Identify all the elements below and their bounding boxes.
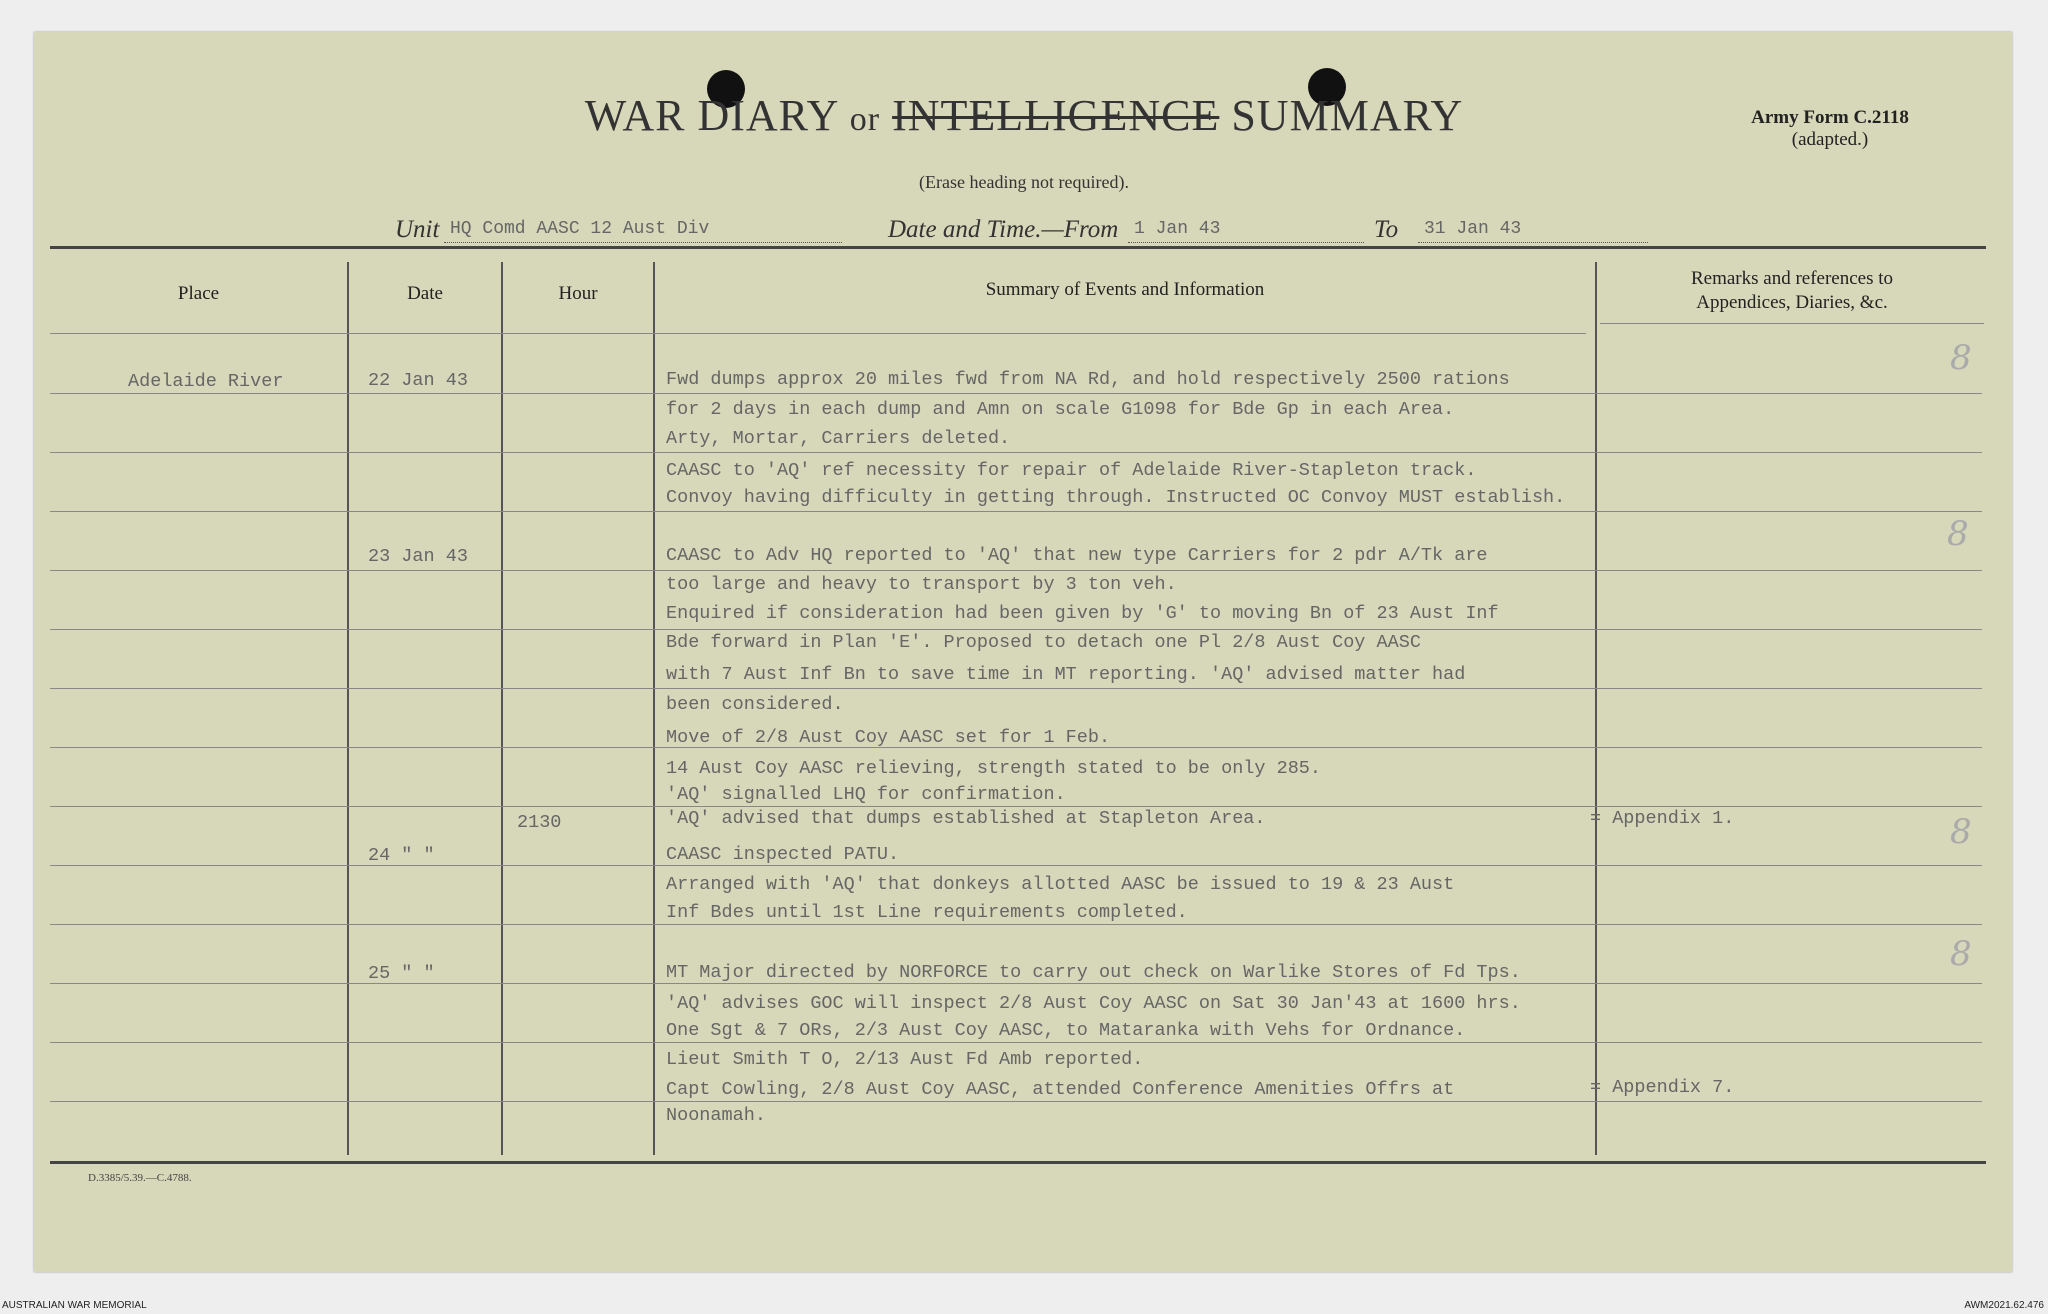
form-print-code: D.3385/5.39.—C.4788. — [88, 1172, 192, 1184]
divider-hour-summary — [653, 262, 655, 1155]
hour-entry: 2130 — [517, 812, 562, 833]
summary-line: CAASC inspected PATU. — [666, 844, 900, 865]
date-entry: 24 " " — [368, 845, 435, 866]
archive-caption-right: AWM2021.62.476 — [1964, 1300, 2044, 1311]
summary-line: Capt Cowling, 2/8 Aust Coy AASC, attended Conference Amenities Offrs at — [666, 1079, 1455, 1100]
table-top-rule — [50, 246, 1986, 249]
row-line — [50, 924, 1982, 925]
table-bottom-rule — [50, 1161, 1986, 1164]
summary-line: Lieut Smith T O, 2/13 Aust Fd Amb reported. — [666, 1049, 1144, 1070]
date-from-value: 1 Jan 43 — [1128, 216, 1364, 243]
remarks-header-line-2: Appendices, Diaries, &c. — [1696, 292, 1888, 313]
summary-line: Arty, Mortar, Carriers deleted. — [666, 428, 1011, 449]
summary-line: 'AQ' signalled LHQ for confirmation. — [666, 784, 1066, 805]
title-or: or — [849, 101, 881, 138]
summary-line: Bde forward in Plan 'E'. Proposed to detach one Pl 2/8 Aust Coy AASC — [666, 632, 1421, 653]
remarks-header-line-1: Remarks and references to — [1690, 268, 1894, 289]
date-entry: 22 Jan 43 — [368, 370, 468, 391]
summary-line: One Sgt & 7 ORs, 2/3 Aust Coy AASC, to Mataranka with Vehs for Ordnance. — [666, 1020, 1466, 1041]
margin-check-mark: 8 — [1950, 812, 1972, 852]
row-line — [50, 1101, 1982, 1102]
date-to-value: 31 Jan 43 — [1418, 216, 1648, 243]
army-form-label: Army Form C.2118 — [1751, 107, 1909, 128]
summary-line: for 2 days in each dump and Amn on scale G1098 for Bde Gp in each Area. — [666, 399, 1455, 420]
header-row-line-left — [50, 333, 1586, 334]
unit-value: HQ Comd AASC 12 Aust Div — [444, 216, 842, 243]
date-entry: 23 Jan 43 — [368, 546, 468, 567]
margin-check-mark: 8 — [1950, 934, 1972, 974]
summary-line: 'AQ' advises GOC will inspect 2/8 Aust Coy AASC on Sat 30 Jan'43 at 1600 hrs. — [666, 993, 1521, 1014]
title-war-diary: WAR DIARY — [584, 91, 838, 140]
summary-line: Inf Bdes until 1st Line requirements completed. — [666, 902, 1188, 923]
date-from-label: Date and Time.—From — [888, 216, 1119, 243]
divider-place-date — [347, 262, 349, 1155]
row-line — [50, 1042, 1982, 1043]
margin-check-mark: 8 — [1950, 338, 1972, 378]
header-row-line-right — [1600, 323, 1984, 324]
row-line — [50, 570, 1982, 571]
column-place-header: Place — [177, 283, 220, 304]
summary-line: MT Major directed by NORFORCE to carry out check on Warlike Stores of Fd Tps. — [666, 962, 1521, 983]
row-line — [50, 393, 1982, 394]
date-entry: 25 " " — [368, 963, 435, 984]
summary-line: Arranged with 'AQ' that donkeys allotted AASC be issued to 19 & 23 Aust — [666, 874, 1455, 895]
row-line — [50, 511, 1982, 512]
title-intelligence: INTELLIGENCE — [892, 91, 1220, 140]
row-line — [50, 629, 1982, 630]
row-line — [50, 452, 1982, 453]
summary-line: CAASC to Adv HQ reported to 'AQ' that new type Carriers for 2 pdr A/Tk are — [666, 545, 1488, 566]
summary-line: been considered. — [666, 694, 844, 715]
column-remarks-header — [1597, 267, 1987, 315]
summary-line: Noonamah. — [666, 1105, 766, 1126]
army-form-number — [1700, 107, 1960, 151]
summary-line: Convoy having difficulty in getting through. Instructed OC Convoy MUST establish. — [666, 487, 1566, 508]
title-summary: SUMMARY — [1231, 91, 1464, 140]
summary-line: Move of 2/8 Aust Coy AASC set for 1 Feb. — [666, 727, 1111, 748]
place-entry: Adelaide River — [128, 371, 284, 392]
divider-date-hour — [501, 262, 503, 1155]
army-form-sub: (adapted.) — [1791, 129, 1869, 150]
summary-line: too large and heavy to transport by 3 ton veh. — [666, 574, 1177, 595]
archive-caption-left: AUSTRALIAN WAR MEMORIAL — [2, 1300, 147, 1311]
summary-line: Fwd dumps approx 20 miles fwd from NA Rd, and hold respectively 2500 rations — [666, 369, 1510, 390]
margin-check-mark: 8 — [1947, 514, 1969, 554]
summary-line: 14 Aust Coy AASC relieving, strength stated to be only 285. — [666, 758, 1322, 779]
row-line — [50, 688, 1982, 689]
row-line — [50, 806, 1982, 807]
column-summary-header: Summary of Events and Information — [985, 279, 1265, 300]
form-subtitle: (Erase heading not required). — [919, 172, 1129, 192]
unit-label: Unit — [395, 216, 440, 243]
column-hour-header: Hour — [558, 283, 598, 304]
remark-entry: = Appendix 1. — [1590, 808, 1735, 829]
row-line — [50, 865, 1982, 866]
summary-line: CAASC to 'AQ' ref necessity for repair of Adelaide River-Stapleton track. — [666, 460, 1477, 481]
remark-entry: = Appendix 7. — [1590, 1077, 1735, 1098]
summary-line: 'AQ' advised that dumps established at Stapleton Area. — [666, 808, 1266, 829]
divider-summary-remarks — [1595, 262, 1597, 1155]
summary-line: Enquired if consideration had been given by 'G' to moving Bn of 23 Aust Inf — [666, 603, 1499, 624]
column-date-header: Date — [407, 283, 443, 304]
date-to-label: To — [1374, 216, 1399, 243]
summary-line: with 7 Aust Inf Bn to save time in MT reporting. 'AQ' advised matter had — [666, 664, 1466, 685]
